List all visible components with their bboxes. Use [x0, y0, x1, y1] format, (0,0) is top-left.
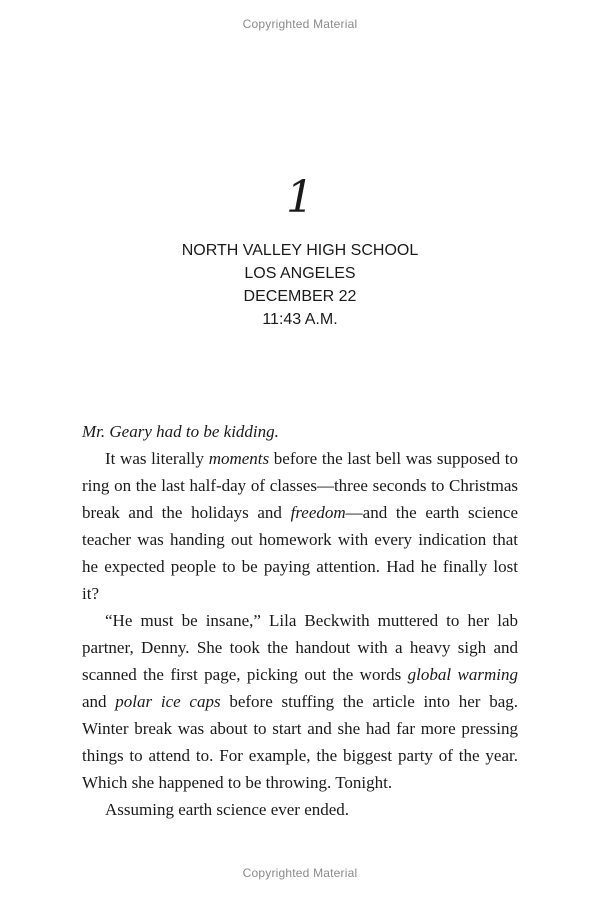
paragraph-segment: “He must be insane,” Lila Beckwith muttered to her lab partner, Denny. She took the handout with a heavy sigh and scanned the first page, picking out the words [82, 611, 518, 684]
paragraph-segment: It was literally [105, 449, 209, 468]
paragraph-segment-italic: global warming [407, 665, 518, 684]
paragraph-segment: Mr. Geary had to be kidding. [82, 422, 279, 441]
location-line-time: 11:43 A.M. [262, 311, 338, 328]
paragraph-segment: Assuming earth science ever ended. [105, 800, 350, 819]
paragraph-segment-italic: freedom [290, 503, 346, 522]
paragraph [82, 445, 518, 607]
location-line-date: DECEMBER 22 [243, 288, 357, 305]
chapter-number: 1 [286, 172, 314, 223]
paragraph-segment: before the last bell was supposed to ring on the last half-day of classes—three seconds to Christmas break and the holidays and [82, 449, 518, 522]
paragraph [82, 607, 518, 796]
paragraph [82, 418, 518, 445]
location-line-city: LOS ANGELES [244, 265, 356, 282]
paragraph-segment: —and the earth science teacher was handing out homework with every indication that he expected people to be paying attention. Had he finally lost it? [82, 503, 519, 603]
paragraph-segment: before stuffing the article into her bag. Winter break was about to start and she had far more pressing things to attend to. For example, the biggest party of the year. Which she happened to be throwing. Tonight. [82, 692, 518, 792]
copyright-watermark-top: Copyrighted Material [242, 17, 358, 31]
chapter-body-text [82, 418, 518, 823]
paragraph-segment: and [82, 692, 116, 711]
paragraph [82, 796, 518, 823]
copyright-watermark-bottom: Copyrighted Material [242, 866, 358, 880]
paragraph-segment-italic: moments [208, 449, 270, 468]
paragraph-segment-italic: polar ice caps [115, 692, 221, 711]
chapter-location-heading [0, 239, 600, 331]
location-line-school: NORTH VALLEY HIGH SCHOOL [181, 242, 419, 259]
